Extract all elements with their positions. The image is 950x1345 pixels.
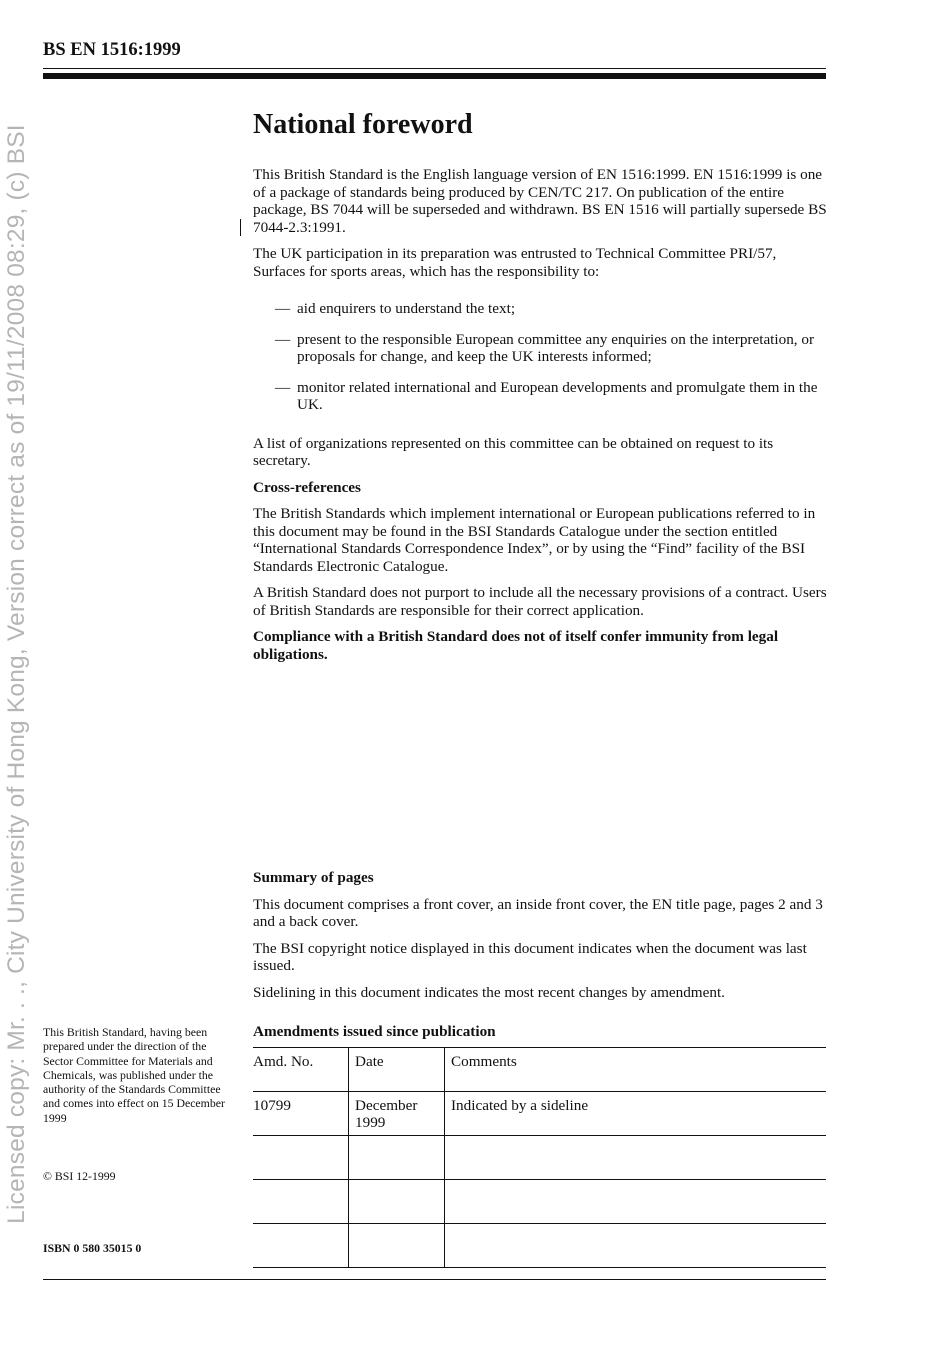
summary-heading: Summary of pages <box>253 869 374 886</box>
table-cell-comments <box>445 1180 827 1224</box>
amendments-table <box>253 1047 826 1268</box>
dash-bullet: — <box>275 330 291 348</box>
standard-code-header: BS EN 1516:1999 <box>43 40 181 60</box>
page-title: National foreword <box>253 109 473 140</box>
header-rule-thick <box>43 73 826 79</box>
footer-rule <box>43 1279 826 1280</box>
table-row <box>253 1224 826 1268</box>
table-cell-date: December 1999 <box>349 1092 445 1136</box>
table-cell-comments <box>445 1224 827 1268</box>
foreword-paragraph-3: A list of organizations represented on this committee can be obtained on request to its secretary. <box>253 434 774 469</box>
copyright-notice: © BSI 12-1999 <box>43 1169 116 1183</box>
column-header-amd-no: Amd. No. <box>253 1048 349 1092</box>
foreword-paragraph-4: The British Standards which implement international or European publications referred to in this document may be found in the BSI Standards Catalogue under the section entitled “International Standards Correspondence Index”, or by using the “Find” facility of the BSI Standards Electronic Catalogue. <box>253 505 816 575</box>
table-cell-amd-no <box>253 1136 349 1180</box>
table-cell-amd-no: 10799 <box>253 1092 349 1136</box>
foreword-paragraph-2: The UK participation in its preparation was entrusted to Technical Committee PRI/57, Surfaces for sports areas, which has the responsibility to: <box>253 245 777 280</box>
responsibility-list <box>253 300 827 414</box>
column-header-date: Date <box>349 1048 445 1092</box>
table-cell-date <box>349 1180 445 1224</box>
list-item-text: present to the responsible European committee any enquiries on the interpretation, or proposals for change, and keep the UK interests informed; <box>297 330 815 365</box>
table-row <box>253 1180 826 1224</box>
cross-references-heading: Cross-references <box>253 478 361 496</box>
foreword-paragraph-5: A British Standard does not purport to include all the necessary provisions of a contract. Users of British Standards are responsible for their correct application. <box>253 584 827 619</box>
summary-paragraph-1: This document comprises a front cover, an inside front cover, the EN title page, pages 2 and 3 and a back cover. <box>253 895 823 930</box>
foreword-paragraph-1: This British Standard is the English language version of EN 1516:1999. EN 1516:1999 is one of a package of standards being produced by CEN/TC 217. On publication of the entire package, BS 7044 will be superseded and withdrawn. BS EN 1516 will partially supersede BS 7044-2.3:1991. <box>253 166 827 236</box>
amendments-heading: Amendments issued since publication <box>253 1023 496 1040</box>
list-item <box>253 300 827 318</box>
summary-paragraph-3: Sidelining in this document indicates the most recent changes by amendment. <box>253 983 725 1001</box>
table-cell-amd-no <box>253 1224 349 1268</box>
license-watermark: Licensed copy: Mr. . ., City University of Hong Kong, Version correct as of 19/11/2008 08:29, (c) BSI <box>3 124 30 1224</box>
list-item-text: aid enquirers to understand the text; <box>297 300 516 317</box>
list-item <box>253 331 827 366</box>
table-header-row <box>253 1048 826 1092</box>
list-item-text: monitor related international and European developments and promulgate them in the UK. <box>297 378 818 413</box>
table-cell-comments <box>445 1136 827 1180</box>
publication-note: This British Standard, having been prepared under the direction of the Sector Committee for Materials and Chemicals, was published under the authority of the Standards Committee and comes into effect on 15 December 1999 <box>43 1025 225 1125</box>
list-item <box>253 379 827 414</box>
header-rule-thin <box>43 68 826 69</box>
compliance-statement: Compliance with a British Standard does not of itself confer immunity from legal obligations. <box>253 628 779 663</box>
table-cell-date <box>349 1136 445 1180</box>
summary-paragraph-2: The BSI copyright notice displayed in this document indicates when the document was last issued. <box>253 939 807 974</box>
dash-bullet: — <box>275 378 291 396</box>
amendment-sideline <box>240 219 241 236</box>
table-cell-date <box>349 1224 445 1268</box>
national-foreword <box>253 108 827 672</box>
table-row <box>253 1092 826 1136</box>
table-row <box>253 1136 826 1180</box>
table-cell-comments: Indicated by a sideline <box>445 1092 827 1136</box>
table-cell-amd-no <box>253 1180 349 1224</box>
column-header-comments: Comments <box>445 1048 827 1092</box>
dash-bullet: — <box>275 300 291 317</box>
isbn-number: ISBN 0 580 35015 0 <box>43 1241 142 1255</box>
summary-of-pages <box>253 869 827 1010</box>
